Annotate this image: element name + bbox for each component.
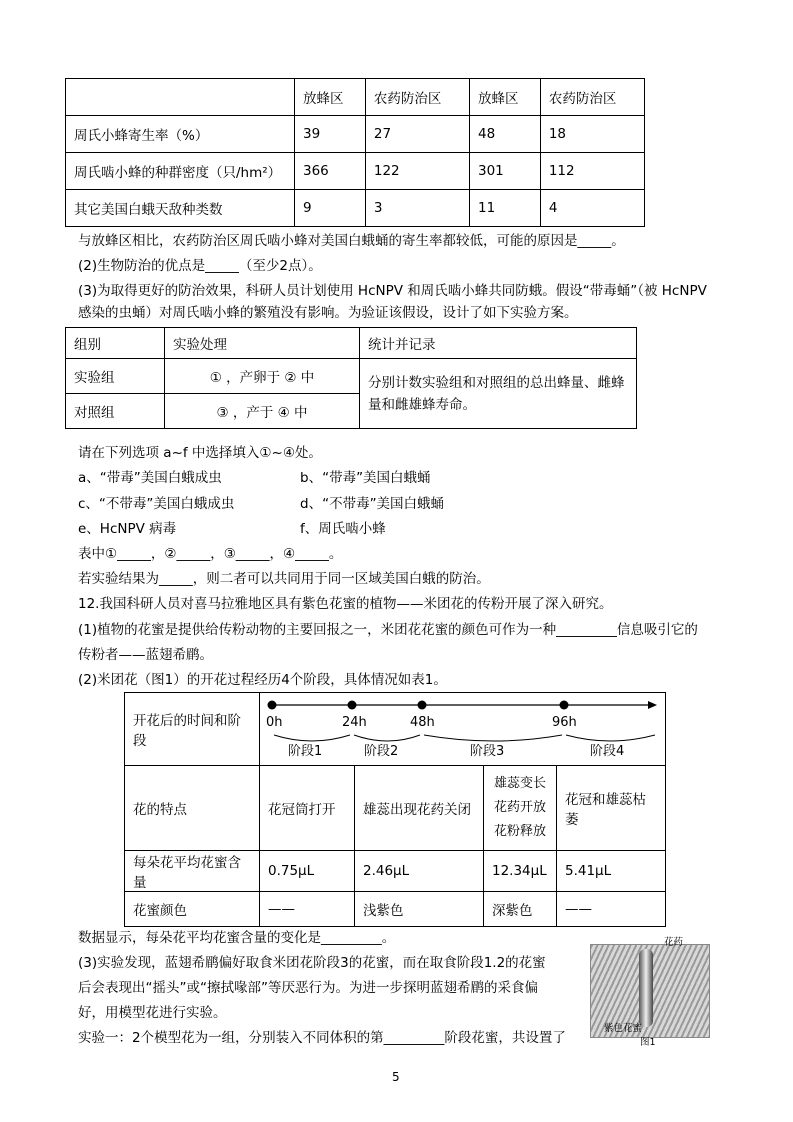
timeline-label: 96h: [552, 715, 577, 730]
option-c: c、“不带毒”美国白蛾成虫: [78, 496, 235, 512]
header-col4: 农药防治区: [540, 79, 644, 116]
table-cell: 18: [540, 116, 644, 153]
table-row: [66, 116, 645, 153]
feature-cell: 雄蕊出现花药关闭: [355, 766, 484, 851]
table-row: [66, 190, 645, 227]
row-label: 周氏小蜂寄生率（%）: [66, 116, 295, 153]
color-cell: ——: [557, 892, 666, 927]
nectar-cell: 12.34μL: [484, 851, 557, 892]
row-label: 其它美国白蛾天敌种类数: [66, 190, 295, 227]
timeline-label: 24h: [342, 715, 367, 730]
table-cell: 9: [295, 190, 366, 227]
exp-group-label: 实验组: [66, 359, 165, 394]
page-number: 5: [392, 1070, 400, 1084]
paragraph-line: 与放蜂区相比，农药防治区周氏啮小蜂对美国白蛾蛹的寄生率都较低，可能的原因是_____。: [78, 233, 625, 249]
stage-bracket: [424, 735, 562, 741]
option-a: a、“带毒”美国白蛾成虫: [78, 470, 222, 486]
header-group: 组别: [66, 328, 165, 359]
timeline-point-0h: [268, 701, 277, 710]
nectar-cell: 5.41μL: [557, 851, 666, 892]
stage-label: 阶段4: [590, 744, 625, 759]
table-cell: 11: [469, 190, 540, 227]
figure-label-nectar: 紫色花蜜: [604, 1023, 643, 1034]
table-cell: 112: [540, 153, 644, 190]
row-label: 每朵花平均花蜜含量: [125, 851, 260, 892]
table-cell: 301: [469, 153, 540, 190]
options-intro: 请在下列选项 a~f 中选择填入①~④处。: [78, 445, 322, 461]
timeline-point-48h: [418, 701, 427, 710]
row-label: 开花后的时间和阶段: [125, 693, 260, 766]
stage-label: 阶段1: [288, 744, 323, 759]
paragraph-line: (3)为取得更好的防治效果，科研人员计划使用 HcNPV 和周氏啮小蜂共同防蛾。假设“带毒蛹”（被 HcNPV: [78, 283, 707, 299]
record-content: 分别计数实验组和对照组的总出蜂量、雌蜂量和雌雄蜂寿命。: [360, 359, 637, 429]
timeline-arrowhead: [648, 701, 657, 709]
ctrl-group-label: 对照组: [66, 394, 165, 429]
result-line: 若实验结果为_____，则二者可以共同用于同一区域美国白蛾的防治。: [78, 571, 490, 587]
paragraph-line: 数据显示，每朵花平均花蜜含量的变化是_________。: [78, 930, 396, 946]
feature-cell: 雄蕊变长花药开放花粉释放: [484, 766, 557, 851]
figure-caption: 图1: [640, 1037, 656, 1048]
parasitism-table: [65, 78, 645, 227]
paragraph-line: 后会表现出“摇头”或“擦拭喙部”等厌恶行为。为进一步探明蓝翅希鹛的采食偏: [78, 980, 538, 996]
paragraph-line: (1)植物的花蜜是提供给传粉动物的主要回报之一，米团花花蜜的颜色可作为一种_________信息吸引它的: [78, 622, 698, 638]
header-treatment: 实验处理: [165, 328, 360, 359]
stage-bracket: [274, 735, 350, 741]
figure-label-anther: 花药: [664, 937, 684, 948]
feature-cell: 花冠筒打开: [260, 766, 355, 851]
exp-treatment: ① ，产卵于 ② 中: [165, 359, 360, 394]
timeline-label: 0h: [266, 715, 283, 730]
timeline-point-96h: [560, 701, 569, 710]
table-cell: 27: [365, 116, 469, 153]
header-col3: 放蜂区: [469, 79, 540, 116]
table-cell: 48: [469, 116, 540, 153]
stage-bracket: [354, 735, 420, 741]
fill-line: 表中①_____，②_____，③_____，④_____。: [78, 546, 343, 562]
stage-bracket: [566, 735, 655, 741]
header-empty: [66, 79, 295, 116]
option-b: b、“带毒”美国白蛾蛹: [300, 470, 431, 486]
flowering-table: [124, 692, 666, 927]
table-row: [66, 153, 645, 190]
paragraph-line: 实验一：2个模型花为一组，分别装入不同体积的第_________阶段花蜜，共设置了: [78, 1030, 566, 1046]
row-label: 花的特点: [125, 766, 260, 851]
table-cell: 366: [295, 153, 366, 190]
row-label: 周氏啮小蜂的种群密度（只/hm²）: [66, 153, 295, 190]
stage-label: 阶段3: [470, 744, 505, 759]
nectar-cell: 0.75μL: [260, 851, 355, 892]
question-12: 12.我国科研人员对喜马拉雅地区具有紫色花蜜的植物——米团花的传粉开展了深入研究。: [78, 596, 613, 612]
ctrl-treatment: ③ ，产于 ④ 中: [165, 394, 360, 429]
option-e: e、HcNPV 病毒: [78, 521, 177, 537]
option-f: f、周氏啮小蜂: [300, 521, 386, 537]
timeline-label: 48h: [410, 715, 435, 730]
paragraph-line: (2)米团花（图1）的开花过程经历4个阶段，具体情况如表1。: [78, 672, 447, 688]
timeline-point-24h: [348, 701, 357, 710]
feature-cell: 花冠和雄蕊枯萎: [557, 766, 666, 851]
row-label: 花蜜颜色: [125, 892, 260, 927]
header-col1: 放蜂区: [295, 79, 366, 116]
paragraph-line: 感染的虫蛹）对周氏啮小蜂的繁殖没有影响。为验证该假设，设计了如下实验方案。: [78, 305, 578, 321]
paragraph-line: 好，用模型花进行实验。: [78, 1005, 227, 1021]
table-cell: 4: [540, 190, 644, 227]
paragraph-line: (3)实验发现，蓝翅希鹛偏好取食米团花阶段3的花蜜，而在取食阶段1.2的花蜜: [78, 955, 546, 971]
paragraph-line: 传粉者——蓝翅希鹛。: [78, 647, 213, 663]
option-d: d、“不带毒”美国白蛾蛹: [300, 496, 445, 512]
header-record: 统计并记录: [360, 328, 637, 359]
timeline-cell: [260, 693, 666, 766]
color-cell: 浅紫色: [355, 892, 484, 927]
table-cell: 39: [295, 116, 366, 153]
timeline-diagram: [260, 693, 665, 765]
experiment-design-table: [65, 327, 637, 429]
stage-label: 阶段2: [364, 744, 399, 759]
flower-spike: [639, 949, 653, 1027]
paragraph-line: (2)生物防治的优点是_____（至少2点）。: [78, 258, 322, 274]
header-col2: 农药防治区: [365, 79, 469, 116]
nectar-cell: 2.46μL: [355, 851, 484, 892]
table-cell: 122: [365, 153, 469, 190]
color-cell: 深紫色: [484, 892, 557, 927]
color-cell: ——: [260, 892, 355, 927]
table-cell: 3: [365, 190, 469, 227]
